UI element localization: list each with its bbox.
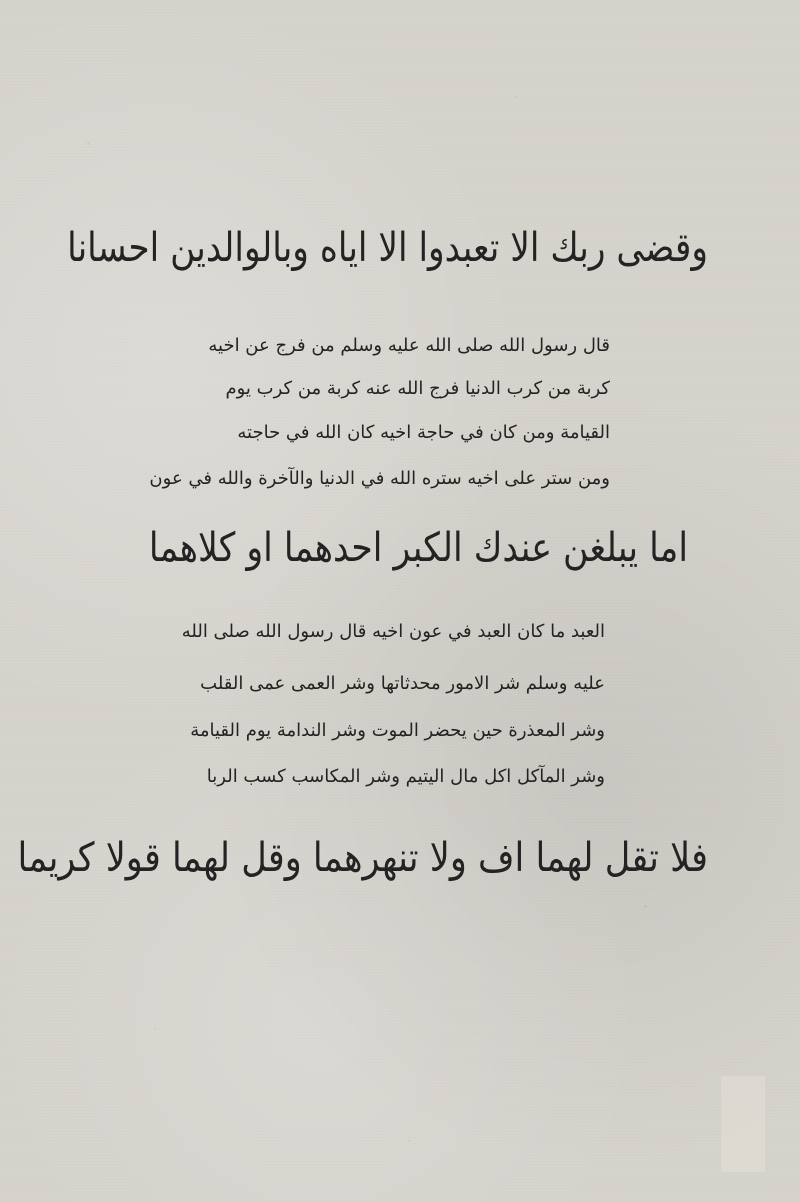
paper-fleck	[154, 1028, 156, 1030]
hadith-line-7: وشر المعذرة حين يحضر الموت وشر الندامة يوم القيامة	[190, 720, 605, 741]
main-verse-line-3: فلا تقل لهما اف ولا تنهرهما وقل لهما قولا كريما	[17, 835, 708, 881]
hadith-line-5: العبد ما كان العبد في عون اخيه قال رسول الله صلى الله	[181, 621, 605, 642]
main-verse-line-2: اما يبلغن عندك الكبر احدهما او كلاهما	[148, 525, 688, 571]
paper-fleck	[515, 96, 517, 98]
paper-patch	[720, 1075, 766, 1173]
hadith-line-4: ومن ستر على اخيه ستره الله في الدنيا والآخرة والله في عون	[149, 468, 610, 489]
hadith-line-8: وشر المآكل اكل مال اليتيم وشر المكاسب كسب الربا	[206, 766, 605, 787]
main-verse-line-1: وقضى ربك الا تعبدوا الا اياه وبالوالدين احسانا	[67, 225, 708, 271]
hadith-line-2: كربة من كرب الدنيا فرج الله عنه كربة من كرب يوم	[225, 378, 610, 399]
hadith-line-6: عليه وسلم شر الامور محدثاتها وشر العمى عمى القلب	[200, 673, 605, 694]
paper-fleck	[408, 1140, 410, 1142]
hadith-line-1: قال رسول الله صلى الله عليه وسلم من فرج عن اخيه	[208, 335, 610, 356]
hadith-line-3: القيامة ومن كان في حاجة اخيه كان الله في حاجته	[237, 422, 610, 443]
paper-fleck	[644, 905, 647, 908]
paper-fleck	[87, 142, 90, 145]
